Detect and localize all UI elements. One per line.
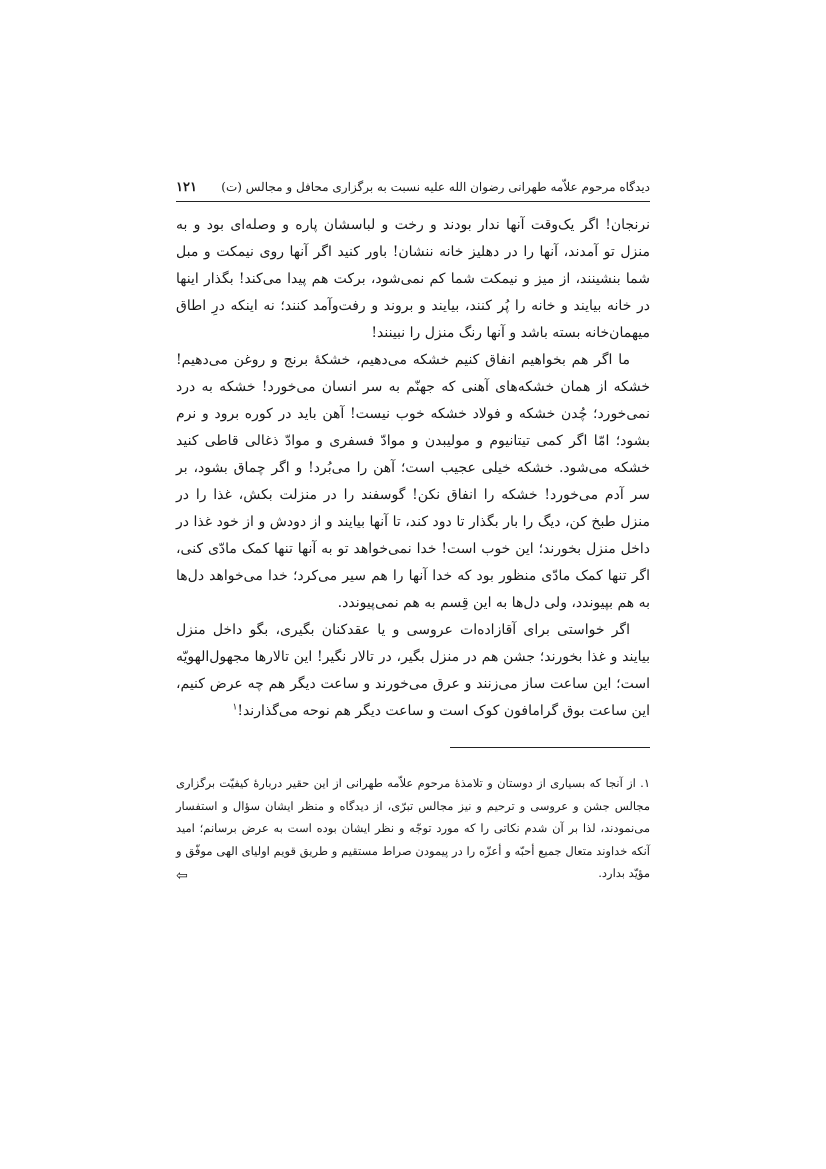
book-page bbox=[176, 178, 650, 885]
footnote-text: ۱. از آنجا که بسیاری از دوستان و تلامذهٔ مرحوم علاّمه طهرانی از این حقیر دربارهٔ کیفیّت برگزاری مجالس جشن و عروسی و ترحیم و نیز مجالس تبرّی، از دیدگاه و منظر ایشان سؤال و استفسار می‌نمودند، لذا بر آن شدم نکاتی را که مورد توجّه و نظر ایشان بوده است به عرض برسانم؛ امید آنکه خداوند متعال جمیع أحبّه و أعزّه را در پیمودن صراط مستقیم و طریق قویم اولیای الهی موفّق و مؤیّد بدارد. bbox=[176, 776, 650, 880]
footnote-reference[interactable]: ۱ bbox=[232, 702, 238, 713]
paragraph-2: ما اگر هم بخواهیم انفاق کنیم خشکه می‌دهیم، خشکهٔ برنج و روغن می‌دهیم! خشکه از همان خشکه‌های آهنی که جهنّم به سر انسان می‌خورد! خشکه به درد نمی‌خورد؛ چُدن خشکه و فولاد خشکه خوب نیست! آهن باید در کوره برود و نرم بشود؛ امّا اگر کمی تیتانیوم و مولیبدن و موادّ فسفری و موادّ ذغالی قاطی کنید خشکه می‌شود. خشکه خیلی عجیب است؛ آهن را می‌بُرد! و اگر چماق بشود، بر سر آدم می‌خورد! خشکه را انفاق نکن! گوسفند را در منزلت بکش، غذا را در منزل طبخ کن، دیگ را بار بگذار تا دود کند، تا آنها بیایند و از دودش و از خود غذا در داخل منزل بخورند؛ این خوب است! خدا نمی‌خواهد تو به آنها تنها کمک مادّی کنی، اگر تنها کمک مادّی منظور بود که خدا آنها را هم سیر می‌کرد؛ خدا می‌خواهد دل‌ها به هم بپیوندد، ولی دل‌ها به این قِسم به هم نمی‌پیوندد. bbox=[176, 352, 650, 611]
continue-arrow-icon: ⇦ bbox=[176, 867, 188, 884]
body-text bbox=[176, 212, 650, 725]
running-title: دیدگاه مرحوم علاّمه طهرانی رضوان الله علیه نسبت به برگزاری محافل و مجالس (ت) bbox=[221, 180, 650, 194]
page-number: ۱۲۱ bbox=[176, 180, 197, 195]
footnote bbox=[176, 772, 650, 885]
paragraph-1: نرنجان! اگر یک‌وقت آنها ندار بودند و رخت و لباسشان پاره و وصله‌ای بود و به منزل تو آمدند، آنها را در دهلیز خانه ننشان! باور کنید اگر آنها روی نیمکت و مبل شما بنشینند، از میز و نیمکت شما کم نمی‌شود، برکت هم پیدا می‌کند! بگذار اینها در خانه بیایند و خانه را پُر کنند، بیایند و بروند و رفت‌وآمد کنند؛ نه اینکه درِ اطاق میهمان‌خانه بسته باشد و آنها رنگ منزل را نبینند! bbox=[176, 217, 650, 341]
footnote-divider bbox=[450, 747, 650, 748]
paragraph-3 bbox=[176, 617, 650, 725]
running-header bbox=[176, 178, 650, 202]
paragraph-3-text: اگر خواستی برای آقازاده‌ات عروسی و یا عقدکنان بگیری، بگو داخل منزل بیایند و غذا بخورند؛ جشن هم در منزل بگیر، در تالار نگیر! این تالارها مجهول‌الهویّه است؛ این ساعت ساز می‌زنند و عرق می‌خورند و ساعت دیگر هم چه عرض کنیم، این ساعت بوق گرامافون کوک است و ساعت دیگر هم نوحه می‌گذارند! bbox=[176, 622, 650, 719]
